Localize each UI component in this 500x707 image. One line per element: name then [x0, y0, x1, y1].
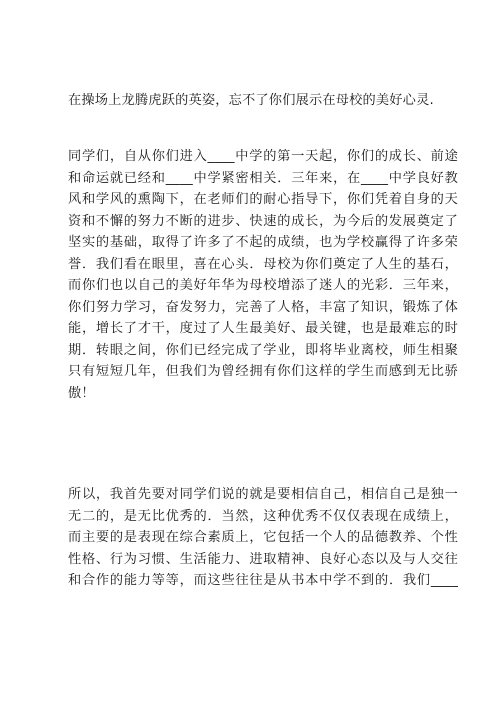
paragraph-line: 誉．我们看在眼里，喜在心头．母校为你们奠定了人生的基石，	[68, 256, 458, 272]
paragraph-line: 同学们，自从你们进入____中学的第一天起，你们的成长、前途	[68, 149, 458, 164]
paragraph-line: 资和不懈的努力不断的进步、快速的成长，为今后的发展奠定了	[68, 213, 458, 229]
paragraph-line: 风和学风的熏陶下，在老师们的耐心指导下，你们凭着自身的天	[68, 192, 458, 207]
paragraph-line: 坚实的基础，取得了许多了不起的成绩，也为学校赢得了许多荣	[68, 235, 458, 250]
paragraph-3	[68, 484, 458, 592]
paragraph-line: 在操场上龙腾虎跃的英姿，忘不了你们展示在母校的美好心灵.	[68, 93, 434, 108]
paragraph-1	[68, 90, 458, 112]
paragraph-line: 你们努力学习，奋发努力，完善了人格，丰富了知识，锻炼了体	[68, 299, 458, 315]
paragraph-line: 期．转眼之间，你们已经完成了学业，即将毕业离校，师生相聚	[68, 342, 458, 358]
paragraph-2	[68, 146, 458, 404]
paragraph-line: 无二的，是无比优秀的．当然，这种优秀不仅仅表现在成绩上，	[68, 508, 458, 524]
paragraph-line: 能，增长了才干，度过了人生最美好、最关键，也是最难忘的时	[68, 321, 458, 336]
paragraph-line: 所以，我首先要对同学们说的就是要相信自己，相信自己是独一	[68, 487, 458, 502]
paragraph-line: 只有短短几年，但我们为曾经拥有你们这样的学生而感到无比骄	[68, 364, 458, 379]
paragraph-line: 性格、行为习惯、生活能力、进取精神、良好心态以及与人交往	[68, 551, 458, 567]
paragraph-line: 而主要的是表现在综合素质上，它包括一个人的品德教养、个性	[68, 530, 458, 545]
paragraph-line: 而你们也以自己的美好年华为母校增添了迷人的光彩．三年来，	[68, 278, 458, 293]
paragraph-line: 和命运就已经和____中学紧密相关．三年来，在____中学良好教	[68, 170, 458, 186]
paragraph-line: 傲！	[68, 385, 95, 401]
paragraph-line: 和合作的能力等等，而这些往往是从书本中学不到的．我们____	[68, 573, 458, 588]
